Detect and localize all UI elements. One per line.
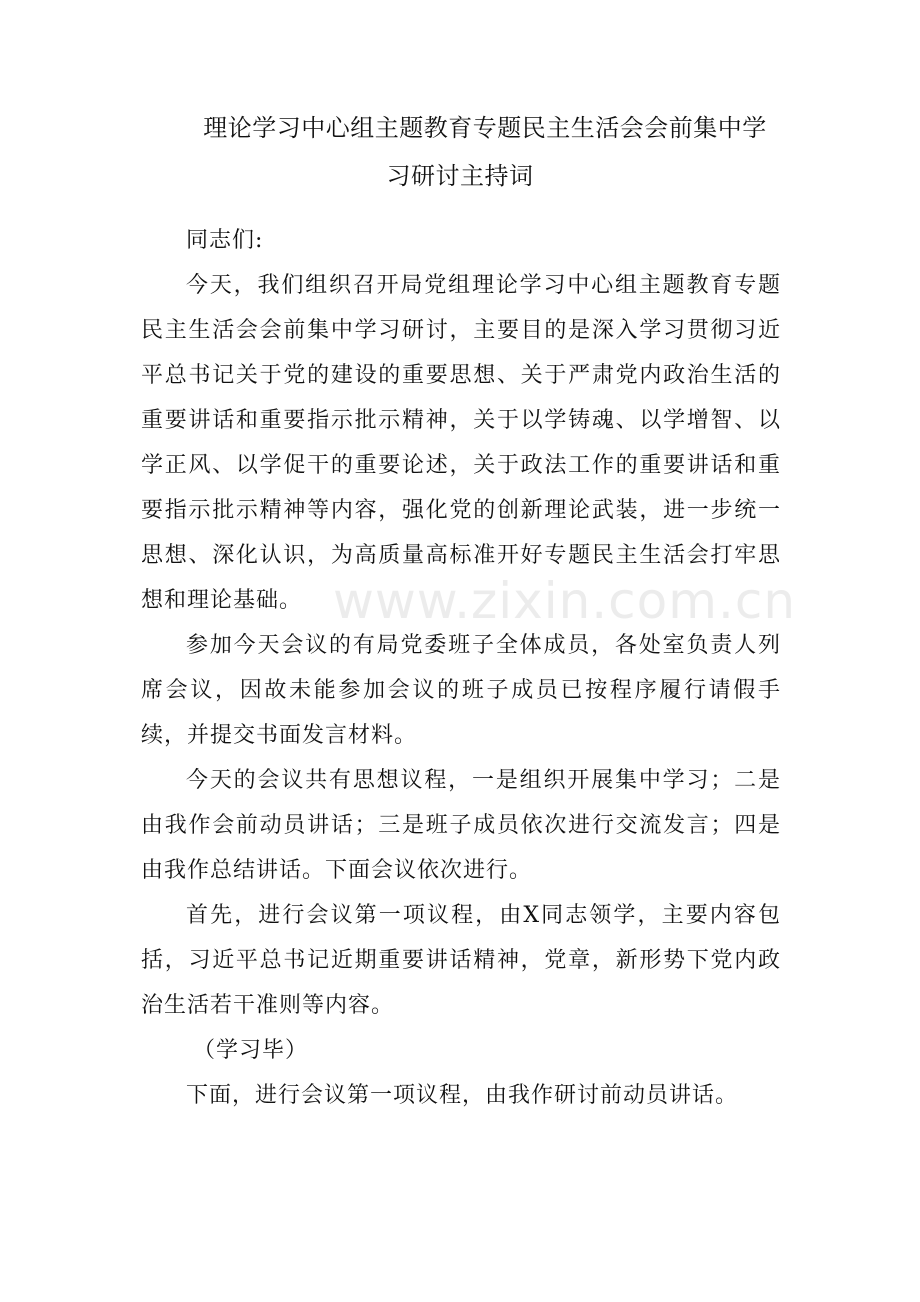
paragraph-opening: 今天，我们组织召开局党组理论学习中心组主题教育专题民主生活会会前集中学习研讨，主要目的是深入学习贯彻习近平总书记关于党的建设的重要思想、关于严肃党内政治生活的重要讲话和重要指示批示精神，关于以学铸魂、以学增智、以学正风、以学促干的重要论述，关于政法工作的重要讲话和重要指示批示精神等内容，强化党的创新理论武装，进一步统一思想、深化认识，为高质量高标准开好专题民主生活会打牢思想和理论基础。: [141, 273, 781, 613]
paragraph-next-item: 下面，进行会议第一项议程，由我作研讨前动员讲话。: [186, 1083, 739, 1108]
document-body: [141, 218, 781, 1118]
salutation: 同志们:: [186, 228, 264, 253]
document-title-line-1: 理论学习中心组主题教育专题民主生活会会前集中学: [203, 114, 767, 142]
paragraph-agenda: 今天的会议共有思想议程，一是组织开展集中学习；二是由我作会前动员讲话；三是班子成员依次进行交流发言；四是由我作总结讲话。下面会议依次进行。: [141, 768, 781, 883]
paragraph-attendance: 参加今天会议的有局党委班子全体成员，各处室负责人列席会议，因故未能参加会议的班子成员已按程序履行请假手续，并提交书面发言材料。: [141, 633, 781, 748]
study-finished-note: （学习毕）: [193, 1038, 309, 1063]
watermark: www.zixin.com.cn: [333, 572, 797, 630]
document-title-line-2: 习研讨主持词: [386, 162, 534, 190]
paragraph-first-item: 首先，进行会议第一项议程，由X同志领学，主要内容包括，习近平总书记近期重要讲话精神，党章，新形势下党内政治生活若干准则等内容。: [141, 903, 781, 1018]
